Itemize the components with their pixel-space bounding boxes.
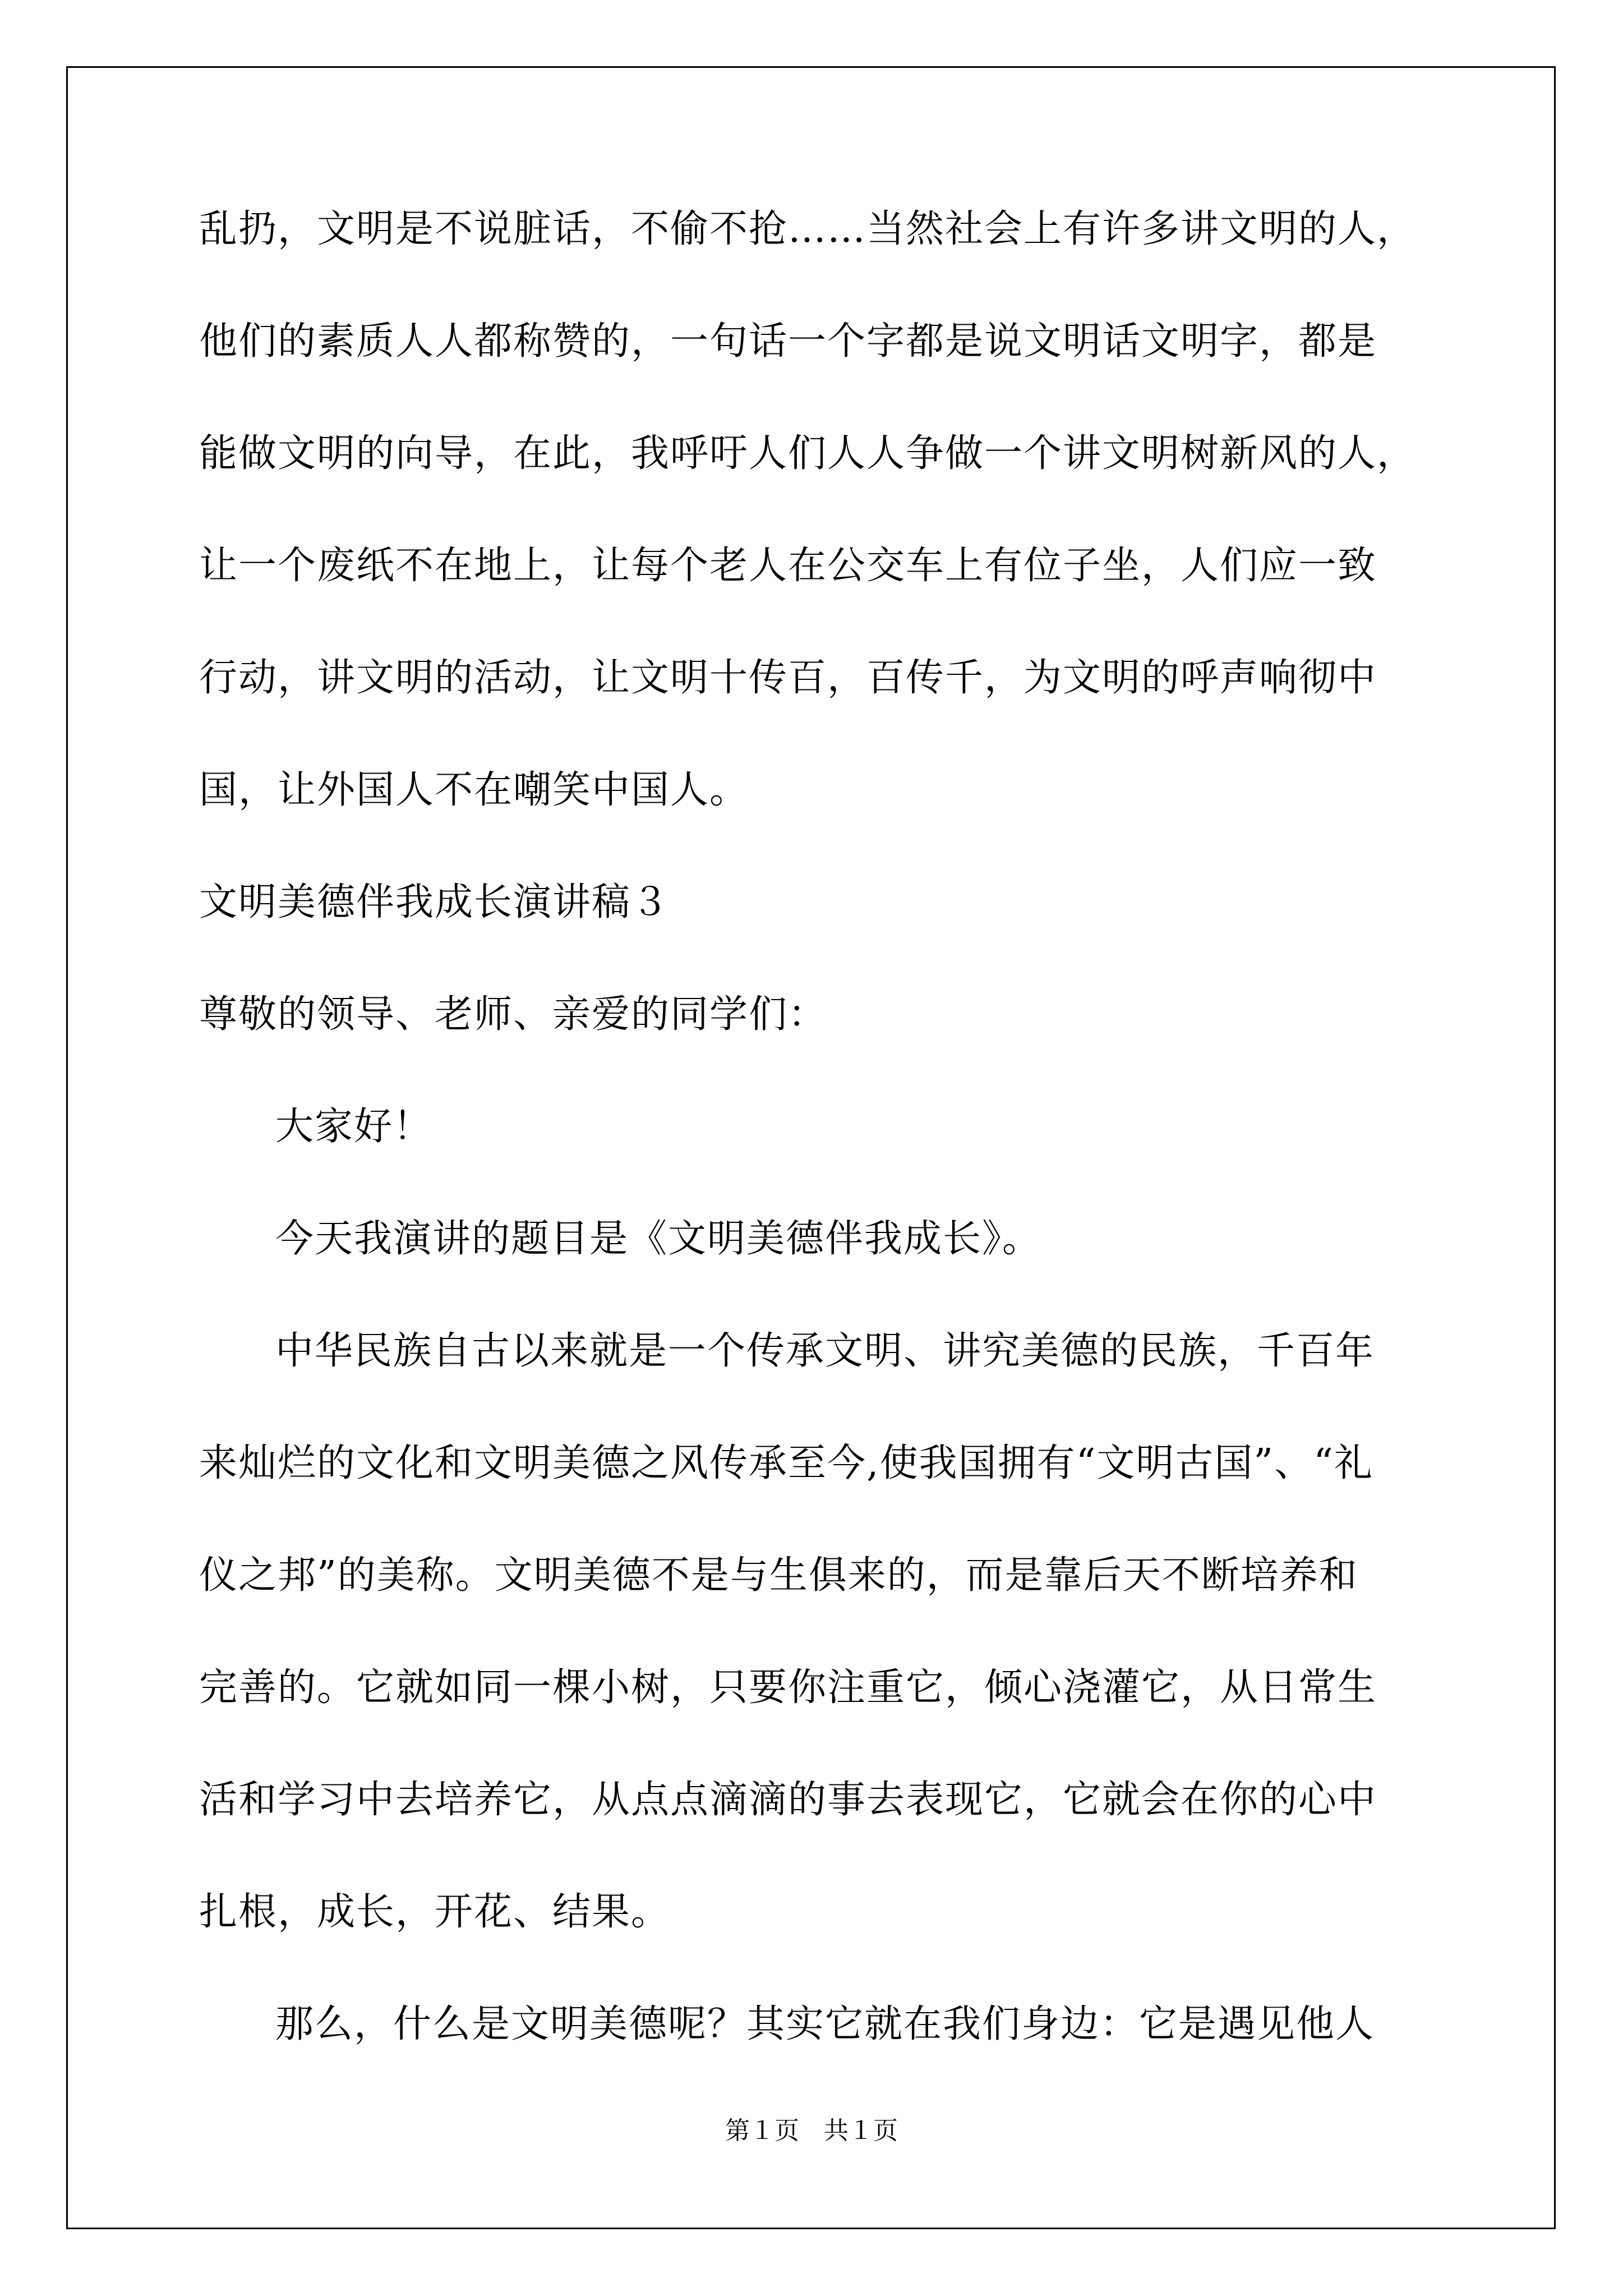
paragraph-line: 活和学习中去培养它，从点点滴滴的事去表现它，它就会在你的心中 (199, 1778, 1377, 1822)
greeting: 大家好！ (275, 1105, 433, 1149)
paragraph-line: 让一个废纸不在地上，让每个老人在公交车上有位子坐，人们应一致 (199, 544, 1377, 588)
paragraph-line: 完善的。它就如同一棵小树，只要你注重它，倾心浇灌它，从日常生 (199, 1665, 1377, 1710)
paragraph-line: 今天我演讲的题目是《文明美德伴我成长》。 (275, 1217, 1042, 1261)
salutation: 尊敬的领导、老师、亲爱的同学们： (199, 992, 828, 1037)
paragraph-line: 乱扔，文明是不说脏话，不偷不抢……当然社会上有许多讲文明的人， (199, 207, 1417, 251)
section-title: 文明美德伴我成长演讲稿３ (199, 880, 671, 924)
paragraph-line: 扎根，成长，开花、结果。 (199, 1890, 671, 1934)
paragraph-line: 行动，讲文明的活动，让文明十传百，百传千，为文明的呼声响彻中 (199, 656, 1377, 700)
paragraph-line: 中华民族自古以来就是一个传承文明、讲究美德的民族，千百年 (275, 1329, 1375, 1373)
paragraph-line: 仪之邦”的美称。文明美德不是与生俱来的，而是靠后天不断培养和 (199, 1553, 1358, 1598)
paragraph-line: 国，让外国人不在嘲笑中国人。 (199, 768, 749, 812)
document-body (199, 207, 1433, 2118)
paragraph-line: 那么，什么是文明美德呢？其实它就在我们身边：它是遇见他人 (275, 2002, 1375, 2046)
page-number-footer: 第１页 共１页 (725, 2117, 898, 2145)
paragraph-line: 能做文明的向导，在此，我呼吁人们人人争做一个讲文明树新风的人， (199, 431, 1417, 476)
paragraph-line: 来灿烂的文化和文明美德之风传承至今,使我国拥有“文明古国”、“礼 (199, 1441, 1373, 1485)
paragraph-line: 他们的素质人人都称赞的，一句话一个字都是说文明话文明字，都是 (199, 319, 1377, 364)
